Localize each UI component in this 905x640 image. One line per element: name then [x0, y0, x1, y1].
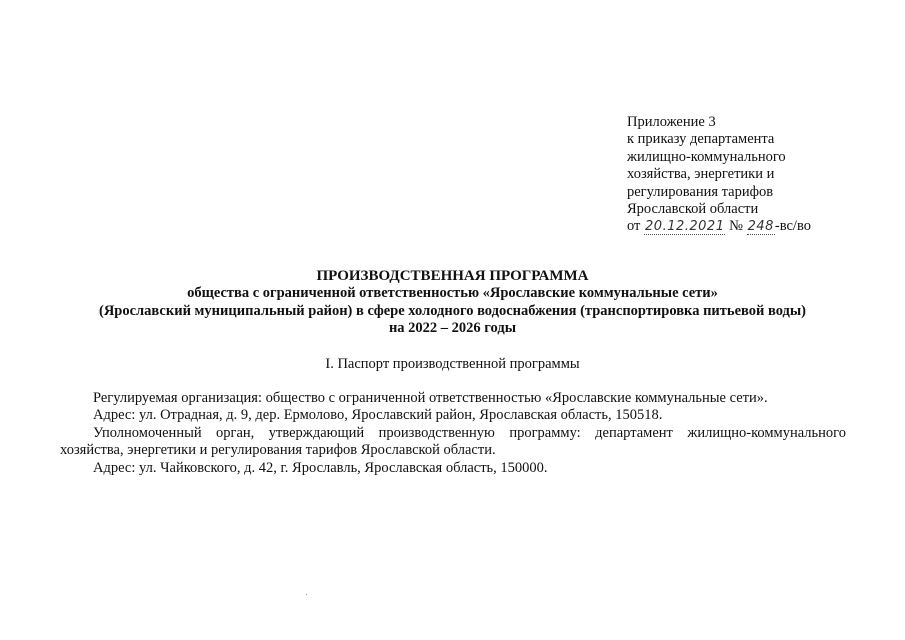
passport-authority-address: Адрес: ул. Чайковского, д. 42, г. Ярославль, Ярославская область, 150000.	[93, 459, 548, 476]
appendix-line: Приложение 3	[627, 114, 716, 130]
title-scope: (Ярославский муниципальный район) в сфере холодного водоснабжения (транспортировка питьевой воды)	[98, 302, 807, 319]
order-number: 248	[747, 219, 774, 235]
number-suffix: -вс/во	[774, 218, 811, 235]
appendix-line: Ярославской области	[627, 201, 759, 218]
date-prefix: от	[627, 218, 641, 235]
section-heading: I. Паспорт производственной программы	[325, 356, 580, 372]
appendix-line: хозяйства, энергетики и	[627, 166, 775, 183]
scan-artifact	[306, 594, 307, 595]
appendix-date-line	[627, 218, 811, 235]
appendix-block	[627, 114, 811, 236]
appendix-line: регулирования тарифов	[627, 183, 774, 200]
appendix-line: к приказу департамента	[627, 131, 775, 148]
passport-authority: Уполномоченный орган, утверждающий производственную программу: департамент жилищно-коммунального хозяйства, энергетики и регулирования тарифов Ярославской области.	[60, 424, 846, 459]
order-date: 20.12.2021	[645, 219, 725, 235]
passport-section	[60, 390, 846, 477]
title-main: ПРОИЗВОДСТВЕННАЯ ПРОГРАММА	[316, 268, 589, 284]
title-organization: общества с ограниченной ответственностью «Ярославские коммунальные сети»	[187, 285, 718, 302]
number-sign: №	[729, 218, 743, 235]
passport-organization-address: Адрес: ул. Отрадная, д. 9, дер. Ермолово, Ярославский район, Ярославская область, 150518.	[93, 407, 663, 424]
program-title	[0, 268, 905, 337]
passport-organization: Регулируемая организация: общество с ограниченной ответственностью «Ярославские коммунальные сети».	[93, 390, 768, 406]
appendix-line: жилищно-коммунального	[627, 148, 786, 165]
title-period: на 2022 – 2026 годы	[388, 319, 517, 336]
